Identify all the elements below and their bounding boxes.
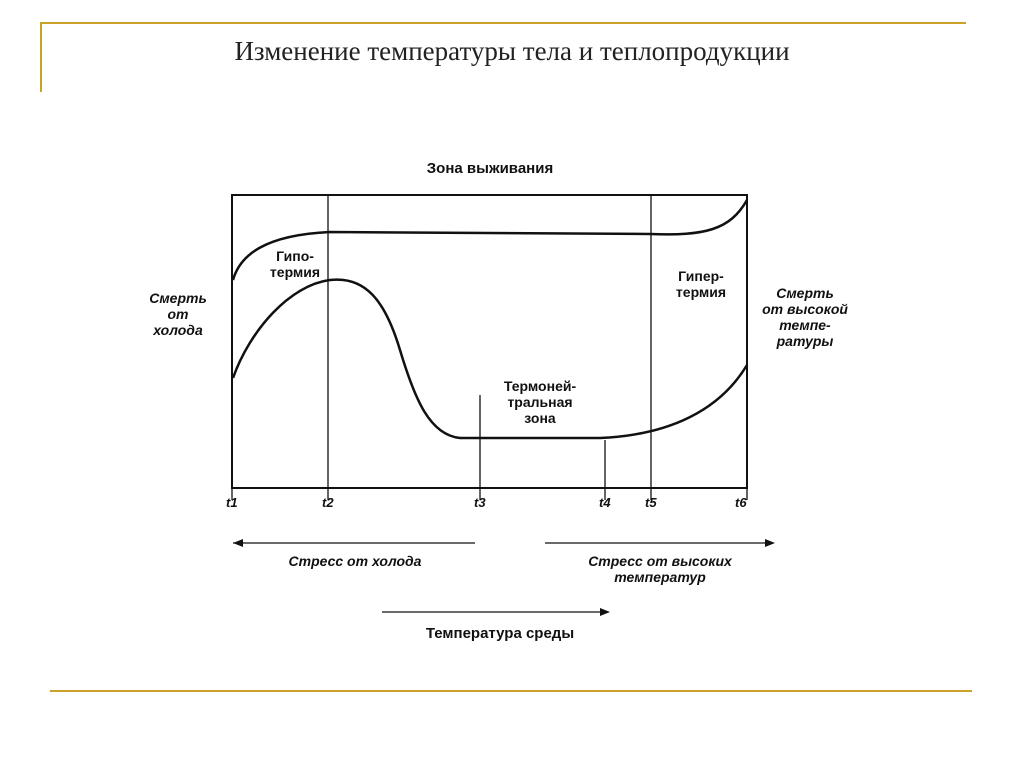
plot-box bbox=[232, 195, 747, 488]
tick-t3: t3 bbox=[474, 495, 486, 510]
thermoneutral-label: Термоней- тральная зона bbox=[503, 378, 577, 426]
slide-title: Изменение температуры тела и теплопродукции bbox=[234, 36, 790, 66]
tick-t2: t2 bbox=[322, 495, 334, 510]
frame-bottom-line bbox=[50, 690, 972, 692]
hyperthermia-label: Гипер- термия bbox=[675, 268, 727, 300]
tick-t1: t1 bbox=[226, 495, 238, 510]
frame-top-line bbox=[40, 22, 966, 24]
arrow-cold-head bbox=[233, 539, 243, 547]
tick-t4: t4 bbox=[599, 495, 611, 510]
ambient-temp-label: Температура среды bbox=[425, 625, 575, 642]
stress-heat-label: Стресс от высоких температур bbox=[588, 553, 732, 585]
death-heat-label: Смерть от высокой темпе- ратуры bbox=[762, 285, 848, 349]
survival-zone-label: Зона выживания bbox=[426, 160, 554, 177]
arrow-ambient-head bbox=[600, 608, 610, 616]
diagram bbox=[130, 150, 890, 670]
tick-t5: t5 bbox=[645, 495, 657, 510]
tick-t6: t6 bbox=[735, 495, 747, 510]
death-cold-label: Смерть от холода bbox=[149, 290, 207, 338]
hypothermia-label: Гипо- термия bbox=[269, 248, 321, 280]
arrow-heat-head bbox=[765, 539, 775, 547]
stress-cold-label: Стресс от холода bbox=[288, 553, 422, 569]
